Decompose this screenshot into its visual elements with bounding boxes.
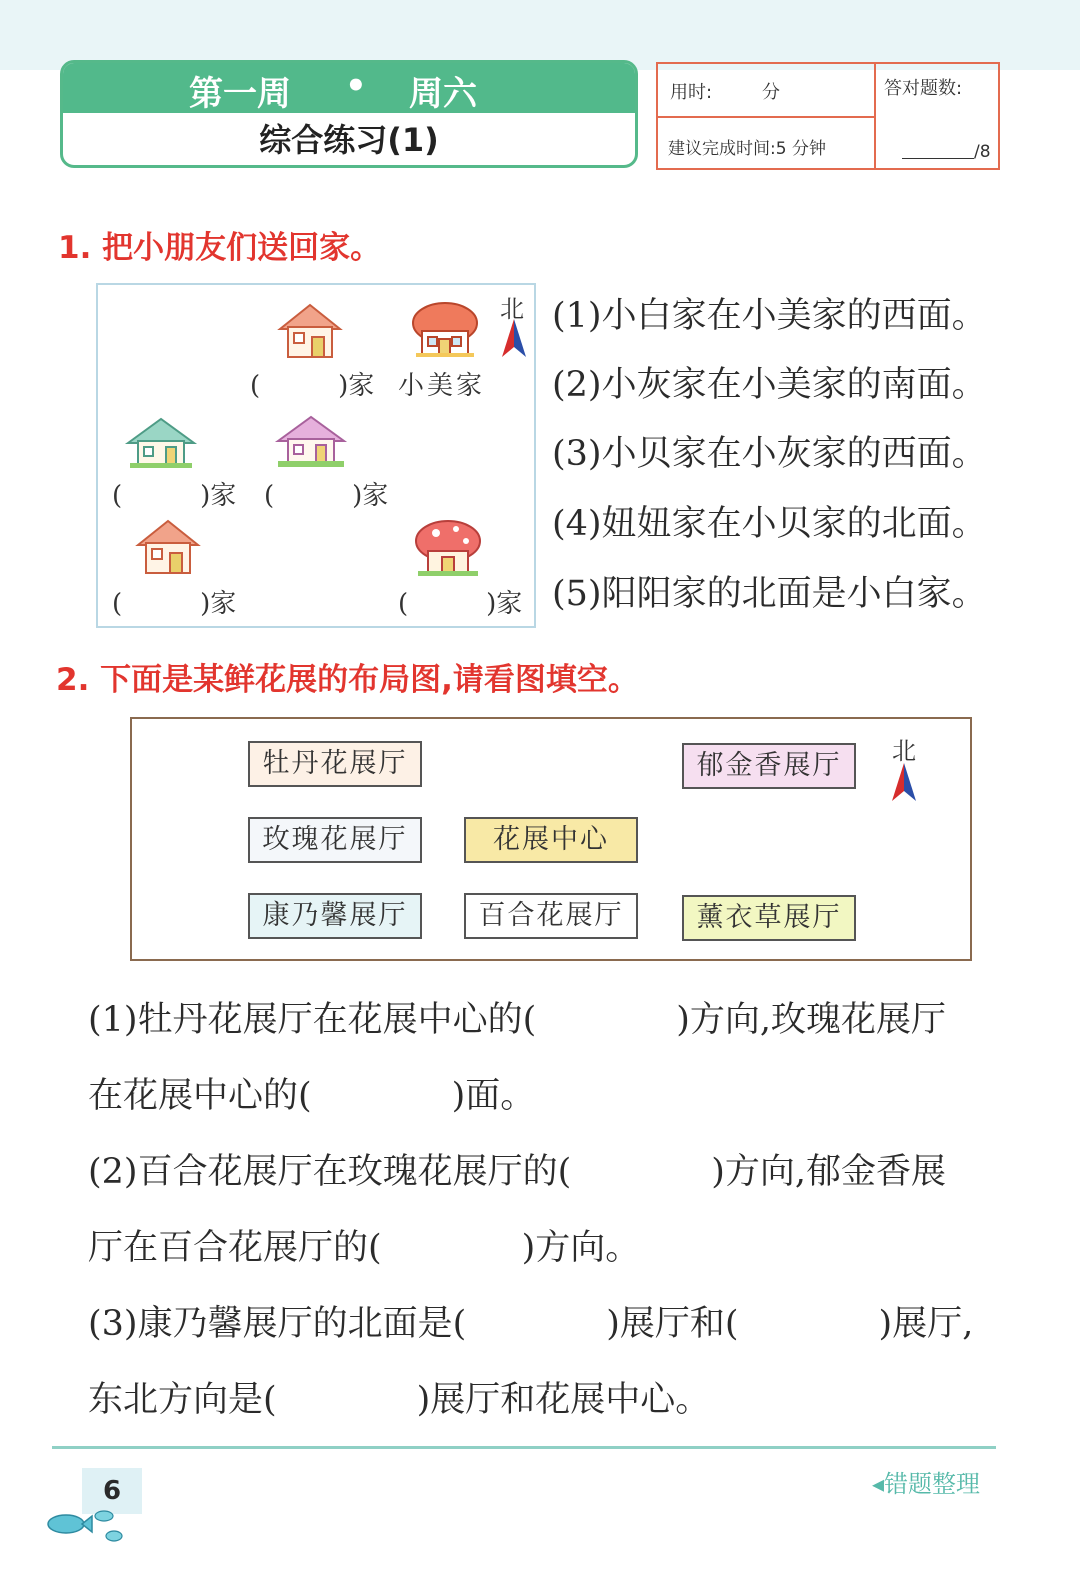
- q2-line: (2)百合花展厅在玫瑰花展厅的( )方向,郁金香展: [88, 1152, 947, 1192]
- suggested-time: 建议完成时间:5 分钟: [668, 139, 826, 159]
- hall-peony: 牡丹花展厅: [248, 741, 422, 787]
- xiaomei-house-label: 小美家: [398, 371, 486, 401]
- score-blank[interactable]: [902, 158, 974, 159]
- house-label: ( )家: [264, 481, 389, 511]
- q2-line: 东北方向是( )展厅和花展中心。: [88, 1380, 711, 1420]
- banner-week-day: [63, 63, 635, 113]
- page-number: 6: [82, 1468, 142, 1514]
- north-arrow-icon: [500, 319, 528, 359]
- correct-count-label: 答对题数:: [884, 78, 963, 99]
- hall-lily: 百合花展厅: [464, 893, 638, 939]
- north-arrow-icon: [890, 763, 918, 803]
- house-icon: [274, 301, 346, 359]
- page-title: 综合练习(1): [259, 121, 439, 159]
- minutes-unit: 分: [762, 82, 780, 103]
- error-review-tag[interactable]: ◂错题整理: [872, 1470, 981, 1498]
- north-label: 北: [500, 295, 524, 323]
- xiaomei-house-icon: [408, 297, 482, 361]
- dot-separator: •: [345, 66, 367, 106]
- north-label: 北: [892, 737, 916, 765]
- house-map: [96, 283, 536, 628]
- hall-tulip: 郁金香展厅: [682, 743, 856, 789]
- house-label: ( )家: [112, 481, 237, 511]
- score-box: [656, 62, 1000, 170]
- mushroom-house-icon: [410, 517, 486, 579]
- house-icon: [132, 517, 204, 577]
- q1-title: 1. 把小朋友们送回家。: [58, 230, 382, 266]
- hall-rose: 玫瑰花展厅: [248, 817, 422, 863]
- q2-line: (3)康乃馨展厅的北面是( )展厅和( )展厅,: [88, 1304, 974, 1344]
- flower-show-map: [130, 717, 972, 961]
- q2-line: (1)牡丹花展厅在花展中心的( )方向,玫瑰花展厅: [88, 1000, 947, 1040]
- footer-divider: [52, 1446, 996, 1449]
- week-label: 第一周: [189, 74, 291, 114]
- day-label: 周六: [409, 74, 477, 114]
- fish-icon: [44, 1504, 134, 1546]
- q2-line: 在花展中心的( )面。: [88, 1076, 536, 1116]
- score-divider-h: [658, 116, 874, 118]
- hall-center: 花展中心: [464, 817, 638, 863]
- q1-statement: (4)妞妞家在小贝家的北面。: [552, 504, 987, 544]
- score-divider: [874, 64, 876, 168]
- q1-statement: (1)小白家在小美家的西面。: [552, 296, 987, 336]
- header-banner: [60, 60, 638, 168]
- house-icon: [274, 411, 348, 469]
- score-total: /8: [974, 142, 991, 162]
- house-label: ( )家: [398, 589, 523, 619]
- q2-title: 2. 下面是某鲜花展的布局图,请看图填空。: [56, 662, 639, 698]
- time-used-label: 用时:: [670, 82, 713, 103]
- q1-statement: (3)小贝家在小灰家的西面。: [552, 434, 987, 474]
- hall-carnation: 康乃馨展厅: [248, 893, 422, 939]
- house-icon: [124, 413, 198, 471]
- hall-lavender: 薰衣草展厅: [682, 895, 856, 941]
- q1-statement: (5)阳阳家的北面是小白家。: [552, 574, 987, 614]
- q1-statement: (2)小灰家在小美家的南面。: [552, 365, 987, 405]
- house-label: ( )家: [112, 589, 237, 619]
- house-label: ( )家: [250, 371, 375, 401]
- q2-line: 厅在百合花展厅的( )方向。: [88, 1228, 641, 1268]
